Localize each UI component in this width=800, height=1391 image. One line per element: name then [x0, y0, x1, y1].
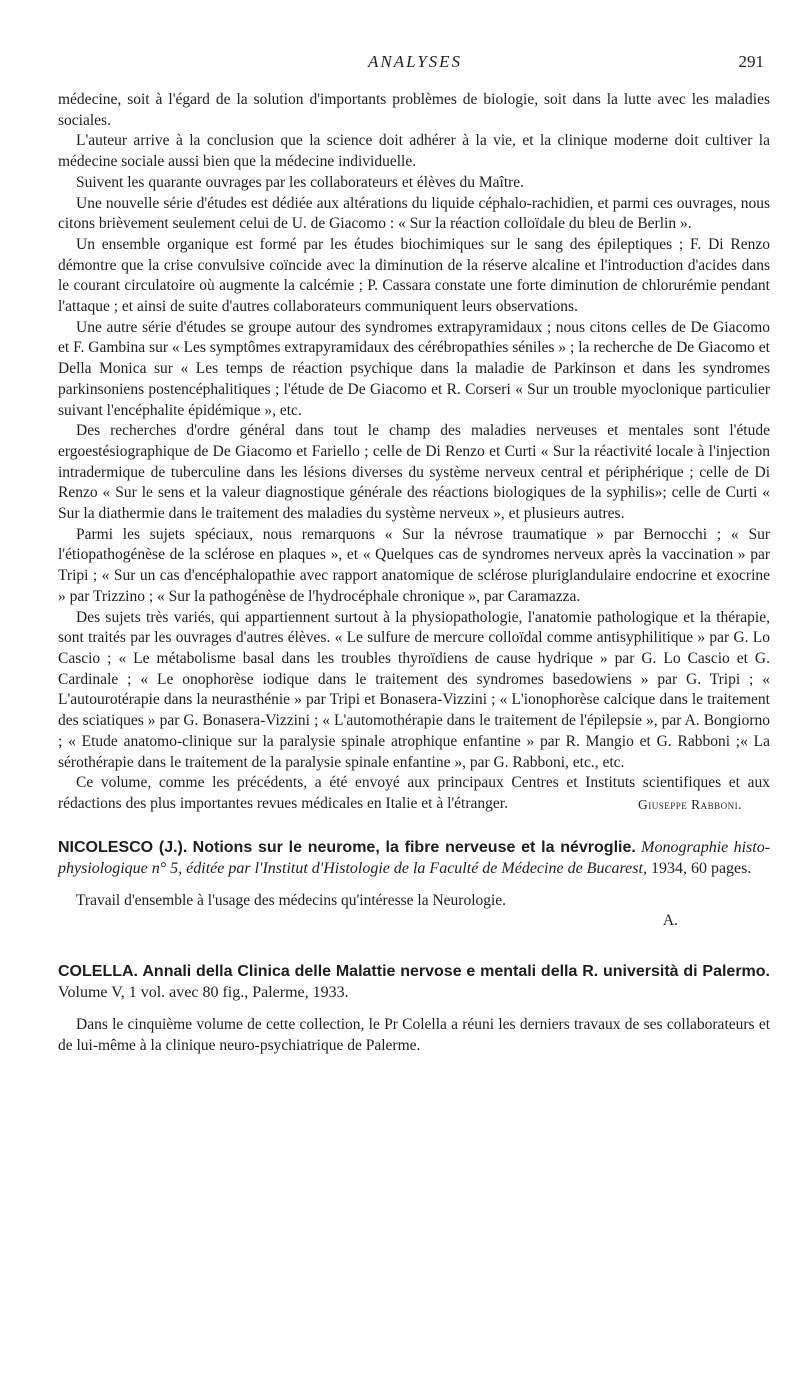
review-publication-info: Monographie histo-physiologique n° 5, éditée par l'Institut d'Histologie de la Faculté de Médecine de Bucarest,: [58, 838, 771, 877]
running-title: ANALYSES: [367, 52, 463, 71]
body-paragraph: Des sujets très variés, qui appartiennent surtout à la physiopathologie, l'anatomie pathologique et la thérapie, sont traités par les ouvrages d'autres élèves. « Le sulfure de mercure colloïdal comme antisyphilitique » par G. Lo Cascio ; « Le métabolisme basal dans les troubles thyroïdiens de cause hydrique » par G. Lo Cascio et G. Cardinale ; « Le onophorèse iodique dans le traitement des syndromes basedowiens » par G. Tripi ; « L'autourotérapie dans la neurasthénie » par Tripi et Bonasera-Vizzini ; « L'ionophorèse calcique dans le traitement des sciatiques » par G. Bonasera-Vizzini ; « L'automothérapie dans le traitement de l'épilepsie », par A. Bongiorno ; « Etude anatomo-clinique sur la paralysie spinale atrophique enfantine » par R. Mangio et G. Rabboni ;« La sérothérapie dans le traitement de la paralysie spinale enfantine », par G. Rabboni, etc., etc.: [58, 608, 770, 771]
body-paragraph: Un ensemble organique est formé par les études biochimiques sur le sang des épileptiques ; F. Di Renzo démontre que la crise convulsive coïncide avec la diminution de la réserve alcaline et l'introduction d'acides dans le courant circulatoire où augmente la calcémie ; P. Cassara constate une forte diminution de chlorurémie pendant l'attaque ; et ainsi de suite d'autres collaborateurs communiquent leurs observations.: [58, 235, 770, 316]
review-title: Annali della Clinica delle Malattie nervose e mentali della R. università di Palermo.: [142, 963, 770, 981]
review-heading: [58, 961, 770, 1003]
body-paragraph: Une nouvelle série d'études est dédiée aux altérations du liquide céphalo-rachidien, et parmi ces ouvrages, nous citons brièvement seulement celui de U. de Giacomo : « Sur la réaction colloïdale du bleu de Berlin ».: [58, 194, 770, 233]
body-paragraph: Suivent les quarante ouvrages par les collaborateurs et élèves du Maître.: [76, 173, 525, 191]
body-paragraph: Une autre série d'études se groupe autour des syndromes extrapyramidaux ; nous citons celles de De Giacomo et F. Gambina sur « Les symptômes extrapyramidaux des cérébropathies séniles » ; la recherche de De Giacomo et Della Monica sur « Les temps de réaction psychique dans la maladie de Parkinson et dans les syndromes parkinsoniens postencéphalitiques ; l'étude de De Giacomo et R. Corseri « Sur un trouble myoclonique particulier suivant l'encéphalite épidémique », etc.: [58, 318, 770, 419]
review-author: NICOLESCO (J.).: [58, 838, 188, 856]
reviewer-initial: A.: [662, 912, 678, 930]
review-author: COLELLA.: [58, 963, 138, 981]
body-paragraph: Ce volume, comme les précédents, a été envoyé aux principaux Centres et Instituts scientifiques et aux rédactions des plus importantes revues médicales en Italie et à l'étranger.: [58, 774, 770, 812]
body-paragraph: L'auteur arrive à la conclusion que la science doit adhérer à la vie, et la clinique moderne doit cultiver la médecine sociale aussi bien que la médecine individuelle.: [58, 132, 770, 171]
review-body: Travail d'ensemble à l'usage des médecins qu'intéresse la Neurologie.: [76, 891, 507, 909]
review-body: Dans le cinquième volume de cette collection, le Pr Colella a réuni les derniers travaux de ses collaborateurs et de lui-même à la clinique neuro-psychiatrique de Palerme.: [58, 1016, 770, 1055]
review-entry: [58, 961, 770, 1056]
review-heading: [58, 837, 770, 879]
page-header: [60, 52, 770, 76]
review-publication-details: 1934, 60 pages.: [650, 859, 752, 877]
body-paragraph: Des recherches d'ordre général dans tout le champ des maladies nerveuses et mentales sont l'étude ergoestésiographique de De Giacomo et Fariello ; celle de Di Renzo et Curti « Sur la réactivité locale à l'injection intradermique de tuberculine dans les lésions diverses du système nerveux central et périphérique ; celle de Di Renzo « Sur le sens et la valeur diagnostique générale des réactions biologiques de la syphilis»; celle de Curti « Sur la diathermie dans le traitement des maladies du système nerveux », et plusieurs autres.: [58, 422, 770, 523]
review-publication-details: Volume V, 1 vol. avec 80 fig., Palerme, 1933.: [58, 984, 349, 1002]
reviewer-signature: Giuseppe Rabboni.: [637, 796, 742, 812]
body-paragraph: médecine, soit à l'égard de la solution d'importants problèmes de biologie, soit dans la lutte avec les maladies sociales.: [58, 91, 770, 129]
page-number: 291: [738, 52, 764, 71]
body-paragraph: Parmi les sujets spéciaux, nous remarquons « Sur la névrose traumatique » par Bernocchi ; « Sur l'étiopathogénèse de la sclérose en plaques », et « Quelques cas de syndromes nerveux après la vaccination » par Tripi ; « Sur un cas d'encéphalopathie avec rapport anatomique de sclérose pluriglandulaire endocrine et exocrine » par Trizzino ; « Sur la pathogénèse de l'hydrocéphale chronique », par Caramazza.: [58, 525, 770, 605]
review-title: Notions sur le neurome, la fibre nerveuse et la névroglie.: [192, 838, 636, 856]
page-content: [58, 90, 770, 1057]
review-entry: [58, 837, 770, 932]
